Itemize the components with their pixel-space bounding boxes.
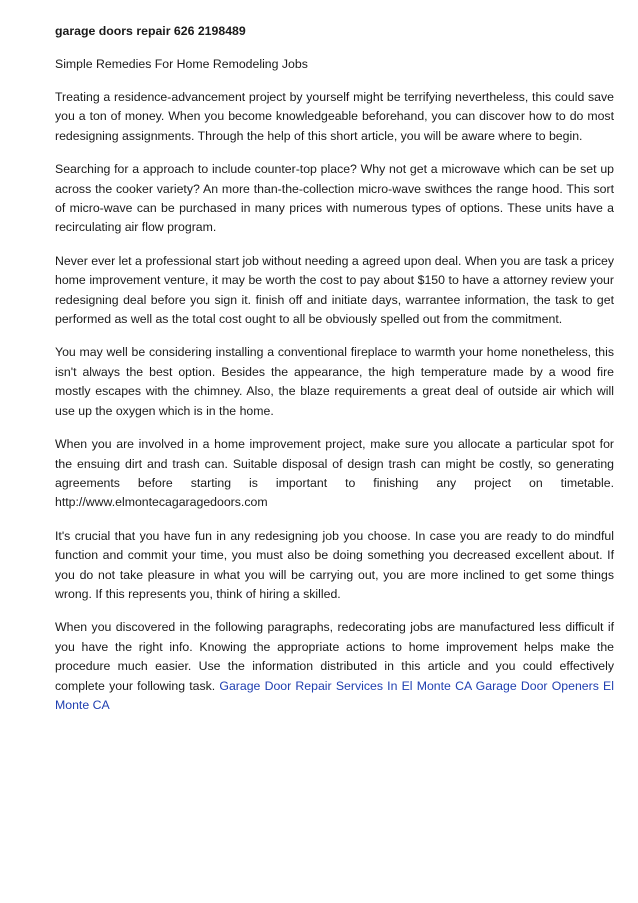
paragraph-5-text: When you are involved in a home improvement project, make sure you allocate a particular spot for the ensuing dirt and trash can. Suitable disposal of design trash can might be costly, so generating agreements before starting is important to finishing any project on timetable.: [55, 437, 614, 490]
document-subtitle: Simple Remedies For Home Remodeling Jobs: [55, 57, 308, 71]
paragraph-3: Never ever let a professional start job without needing a agreed upon deal. When you are task a pricey home improvement venture, it may be worth the cost to pay about $150 to have a attorney review your redesigning deal before you sign it. finish off and initiate days, warrantee information, the task to get performed as well as the total cost ought to all be obviously spelled out from the commitment.: [55, 253, 614, 327]
paragraph-2: Searching for a approach to include counter-top place? Why not get a microwave which can be set up across the cooker variety? An more than-the-collection micro-wave swithces the range hood. This sort of micro-wave can be purchased in many prices with numerous types of options. These units have a recirculating air flow program.: [55, 162, 614, 235]
paragraph-5: [55, 435, 614, 513]
paragraph-6: It's crucial that you have fun in any redesigning job you choose. In case you are ready to do mindful function and commit your time, you must also be doing something you decreased excellent about. If you do not take pleasure in what you will be carrying out, you are more inclined to get some things wrong. If this represents you, think of hiring a skilled.: [55, 528, 614, 601]
document-heading: garage doors repair 626 2198489: [55, 24, 246, 38]
website-url-text: http://www.elmontecagaragedoors.com: [55, 495, 268, 510]
document-page: [55, 22, 614, 729]
paragraph-7: [55, 618, 614, 715]
paragraph-1: Treating a residence-advancement project by yourself might be terrifying nevertheless, this could save you a ton of money. When you become knowledgeable beforehand, you can discover how to do most redesigning assignments. Through the help of this short article, you will be aware where to begin.: [55, 90, 614, 143]
garage-door-services-link[interactable]: Garage Door Repair Services In El Monte CA Garage Door Openers El Monte CA: [55, 678, 614, 712]
paragraph-7-text: When you discovered in the following paragraphs, redecorating jobs are manufactured less difficult if you have the right info. Knowing the appropriate actions to home improvement helps make the procedure much easier. Use the information distributed in this article and you could effectively complete your following task.: [55, 620, 614, 693]
paragraph-4: You may well be considering installing a conventional fireplace to warmth your home nonetheless, this isn't always the best option. Besides the appearance, the high temperature made by a wood fire mostly escapes with the chimney. Also, the blaze requirements a great deal of outside air which will use up the oxygen which is in the home.: [55, 345, 614, 418]
